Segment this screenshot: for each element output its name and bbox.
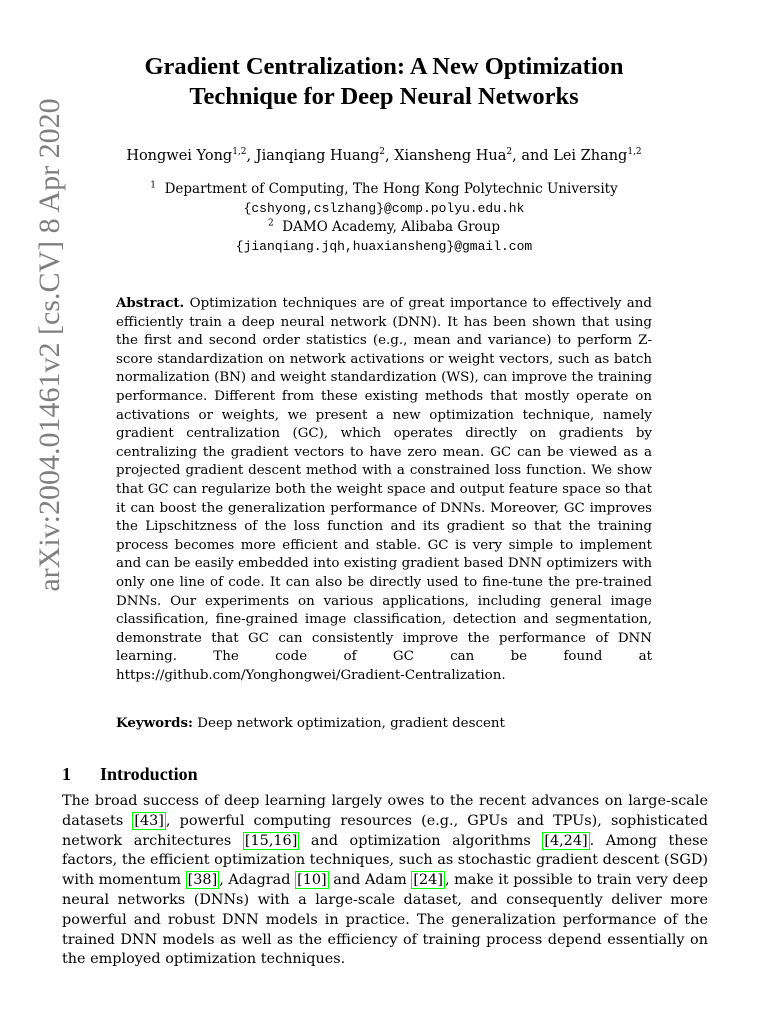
author: Jianqiang Huang$^2$ bbox=[255, 147, 385, 164]
author: Xiansheng Hua$^2$ bbox=[394, 147, 513, 164]
intro-paragraph: The broad success of deep learning largely owes to the recent advances on large-scale datasets [43] , powerful computing resources (e.g., GPUs and TPUs), sophisticated network architectures [15,16] and optimization algorithms [4,24] . Among these factors, the efficient optimization techniques, such as stochastic gradient descent (SGD) with momentum [38] , Adagrad [10] and Adam [24] , make it possible to train very deep neural networks (DNNs) with a large-scale dataset, and consequently deliver more powerful and robust DNN models in practice. The generalization performance of the trained DNN models as well as the efficiency of training process depend essentially on the employed optimization techniques. bbox=[62, 793, 709, 968]
affiliations bbox=[60, 180, 708, 256]
section-number: 1 bbox=[62, 764, 71, 784]
citation-link[interactable]: [43] bbox=[134, 812, 164, 829]
keywords bbox=[116, 714, 652, 734]
title-line-1: Gradient Centralization: A New Optimization bbox=[144, 53, 624, 80]
citation-link[interactable]: [4,24] bbox=[544, 832, 588, 849]
abstract-text: Optimization techniques are of great importance to effectively and efficiently train a deep neural network (DNN). It has been shown that using the first and second order statistics (e.g., mean and variance) to perform Z-score standardization on network activations or weight vectors, such as batch normalization (BN) and weight standardization (WS), can improve the training performance. Different from these existing methods that mostly operate on activations or weights, we present a new optimization technique, namely gradient centralization (GC), which operates directly on gradients by centralizing the gradient vectors to have zero mean. GC can be viewed as a projected gradient descent method with a constrained loss function. We show that GC can regularize both the weight space and output feature space so that it can boost the generalization performance of DNNs. Moreover, GC improves the Lipschitzness of the loss function and its gradient so that the training process becomes more efficient and stable. GC is very simple to implement and can be easily embedded into existing gradient based DNN optimizers with only one line of code. It can also be directly used to fine-tune the pre-trained DNNs. Our experiments on various applications, including general image classification, fine-grained image classification, detection and segmentation, demonstrate that GC can consistently improve the performance of DNN learning. The code of GC can be found at https://github.com/Yonghongwei/Gradient-Centralization. bbox=[116, 296, 652, 683]
title-line-2: Technique for Deep Neural Networks bbox=[189, 83, 579, 110]
author: Hongwei Yong$^{1,2}$ bbox=[126, 147, 247, 164]
affiliation-2: $^2$ DAMO Academy, Alibaba Group bbox=[267, 218, 501, 235]
email-1: {cshyong,cslzhang}@comp.polyu.edu.hk bbox=[243, 201, 525, 216]
citation-link[interactable]: [10] bbox=[297, 872, 327, 889]
section-title: Introduction bbox=[100, 764, 198, 784]
citation-link[interactable]: [24] bbox=[413, 872, 443, 889]
abstract bbox=[116, 294, 652, 685]
author: Lei Zhang$^{1,2}$ bbox=[553, 147, 642, 164]
email-2: {jianqiang.jqh,huaxiansheng}@gmail.com bbox=[235, 239, 533, 254]
affiliation-1: $^1$ Department of Computing, The Hong Kong Polytechnic University bbox=[150, 180, 618, 197]
abstract-label: Abstract. bbox=[116, 295, 185, 311]
arxiv-identifier: arXiv:2004.01461v2 [cs.CV] 8 Apr 2020 bbox=[33, 98, 66, 592]
citation-link[interactable]: [15,16] bbox=[244, 832, 298, 849]
author-list: Hongwei Yong$^{1,2}$, Jianqiang Huang$^2$, Xiansheng Hua$^2$, and Lei Zhang$^{1,2}$ bbox=[126, 147, 642, 164]
paper-title bbox=[60, 52, 708, 112]
section-heading bbox=[62, 764, 198, 785]
citation-link[interactable]: [38] bbox=[187, 872, 218, 889]
keywords-text: Deep network optimization, gradient descent bbox=[197, 716, 505, 731]
keywords-label: Keywords: bbox=[116, 715, 194, 731]
